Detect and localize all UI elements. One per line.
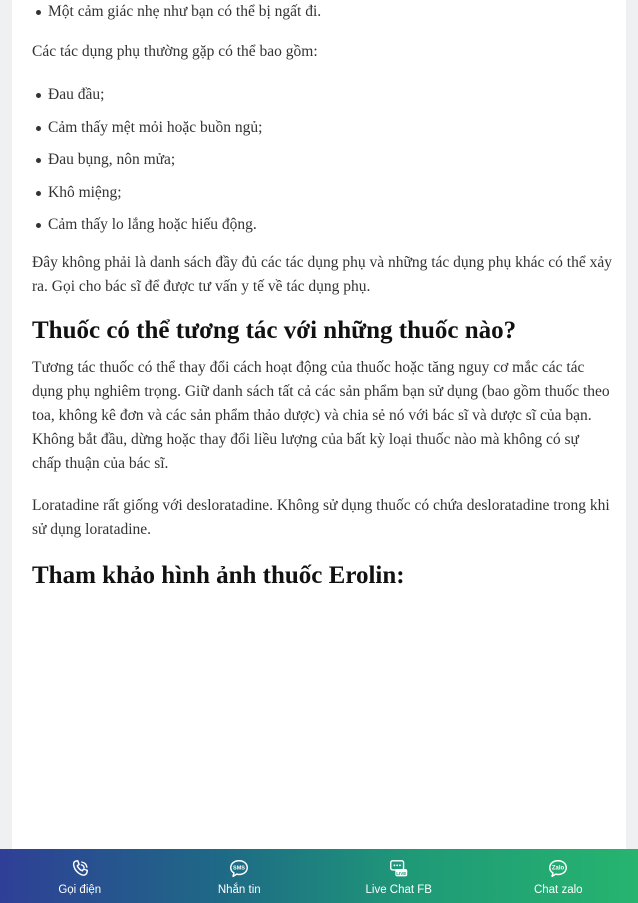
live-chat-icon xyxy=(388,858,410,880)
zalo-button[interactable] xyxy=(479,849,638,903)
loratadine-paragraph: Loratadine rất giống với desloratadine. Không sử dụng thuốc có chứa desloratadine trong khi sử dụng loratadine. xyxy=(32,497,610,538)
side-effects-list xyxy=(32,83,262,246)
sms-icon xyxy=(228,858,250,880)
list-item: Khô miệng; xyxy=(32,181,262,205)
interaction-paragraph: Tương tác thuốc có thể thay đổi cách hoạt động của thuốc hoặc tăng nguy cơ mắc các tác dụng phụ nghiêm trọng. Giữ danh sách tất cả các sản phẩm bạn sử dụng (bao gồm thuốc theo toa, không kê đơn và các sản phẩm thảo dược) và chia sẻ nó với bác sĩ và dược sĩ của bạn. Không bắt đầu, dừng hoặc thay đổi liều lượng của bất kỳ loại thuốc nào mà không có sự chấp thuận của bác sĩ. xyxy=(32,359,610,472)
interaction-heading: Thuốc có thể tương tác với những thuốc nào? xyxy=(32,317,517,344)
images-heading: Tham khảo hình ảnh thuốc Erolin: xyxy=(32,562,405,589)
live-chat-fb-button[interactable] xyxy=(319,849,479,903)
list-item: Đau đầu; xyxy=(32,83,262,107)
list-item: Cảm thấy mệt mỏi hoặc buồn ngủ; xyxy=(32,116,262,140)
phone-icon xyxy=(69,858,91,880)
list-item: Đau bụng, nôn mửa; xyxy=(32,148,262,172)
zalo-icon-text: Zalo xyxy=(552,865,565,872)
contact-bar xyxy=(0,849,638,903)
list-item: Cảm thấy lo lắng hoặc hiếu động. xyxy=(32,213,262,237)
sms-label: Nhắn tin xyxy=(217,884,261,896)
sms-button[interactable] xyxy=(160,849,320,903)
sms-icon-text: SMS xyxy=(233,865,246,872)
call-button[interactable] xyxy=(0,849,160,903)
live-icon-text: LIVE xyxy=(395,870,407,876)
article-page xyxy=(12,0,626,903)
zalo-icon xyxy=(547,858,569,880)
symptom-list xyxy=(32,0,321,33)
zalo-label: Chat zalo xyxy=(533,884,583,896)
call-label: Gọi điện xyxy=(58,884,102,896)
fb-label: Live Chat FB xyxy=(365,884,432,896)
list-item: Một cảm giác nhẹ như bạn có thể bị ngất đi. xyxy=(32,0,321,24)
side-effects-intro: Các tác dụng phụ thường gặp có thể bao gồm: xyxy=(32,43,318,60)
side-effects-note: Đây không phải là danh sách đầy đủ các tác dụng phụ và những tác dụng phụ khác có thể xảy ra. Gọi cho bác sĩ để được tư vấn y tế về tác dụng phụ. xyxy=(32,254,613,295)
